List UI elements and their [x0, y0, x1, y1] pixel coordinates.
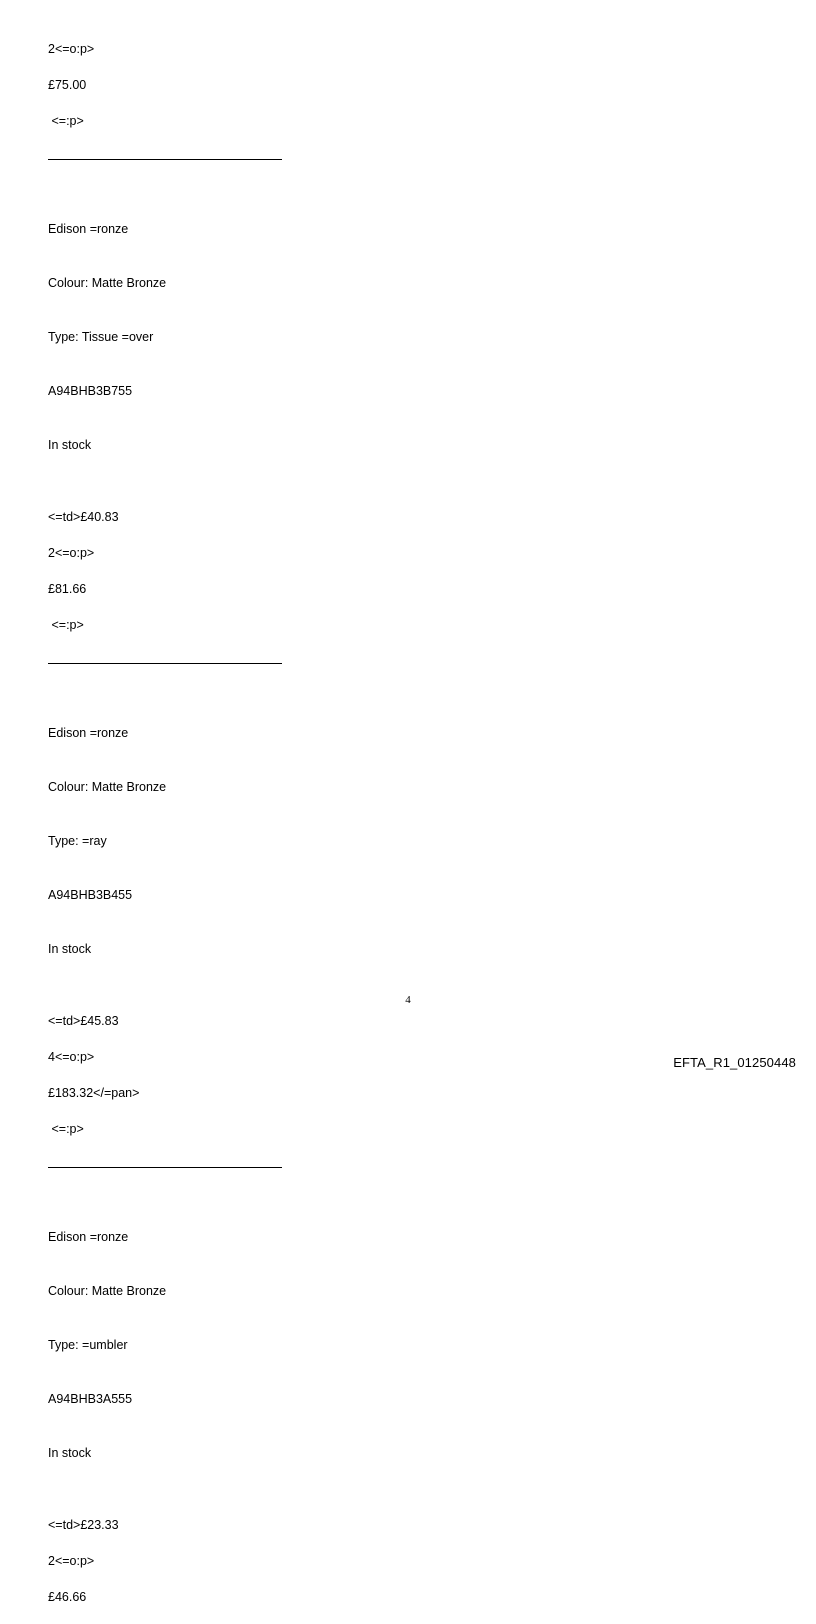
quantity-text: 2<=o:p> [48, 42, 95, 56]
product-code: A94BHB3B755 [48, 384, 133, 398]
product-colour: Colour: Matte Bronze [48, 1284, 167, 1298]
divider [48, 148, 748, 166]
stock-status: In stock [48, 1446, 92, 1460]
quantity-text: 2<=o:p> [48, 1554, 95, 1568]
unit-price-text: <=td>£23.33 [48, 1518, 119, 1532]
product-colour: Colour: Matte Bronze [48, 276, 167, 290]
product-name: Edison =ronze [48, 726, 129, 740]
email-body [48, 40, 748, 1624]
unit-price-text: <=td>£45.83 [48, 1014, 119, 1028]
quantity-text: 4<=o:p> [48, 1050, 95, 1064]
stock-status: In stock [48, 438, 92, 452]
product-name: Edison =ronze [48, 1230, 129, 1244]
product-name: Edison =ronze [48, 222, 129, 236]
product-code: A94BHB3A555 [48, 1392, 133, 1406]
paragraph-end-text: <=:p> [48, 618, 84, 632]
stock-status: In stock [48, 942, 92, 956]
product-type: Type: =umbler [48, 1338, 128, 1352]
divider [48, 652, 748, 670]
product-type: Type: =ray [48, 834, 107, 848]
product-code: A94BHB3B455 [48, 888, 133, 902]
product-details [48, 1192, 748, 1498]
line-total-text: £81.66 [48, 582, 87, 596]
document-id: EFTA_R1_01250448 [673, 1055, 796, 1070]
line-total-text: £183.32</=pan> [48, 1086, 140, 1100]
line-total-text: £75.00 [48, 78, 87, 92]
paragraph-end-text: <=:p> [48, 1122, 84, 1136]
product-colour: Colour: Matte Bronze [48, 780, 167, 794]
page-number: 4 [405, 994, 411, 1006]
product-type: Type: Tissue =over [48, 330, 154, 344]
line-total-text: £46.66 [48, 1590, 87, 1604]
product-details [48, 184, 748, 490]
unit-price-text: <=td>£40.83 [48, 510, 119, 524]
product-details [48, 688, 748, 994]
quantity-text: 2<=o:p> [48, 546, 95, 560]
paragraph-end-text: <=:p> [48, 114, 84, 128]
divider [48, 1156, 748, 1174]
